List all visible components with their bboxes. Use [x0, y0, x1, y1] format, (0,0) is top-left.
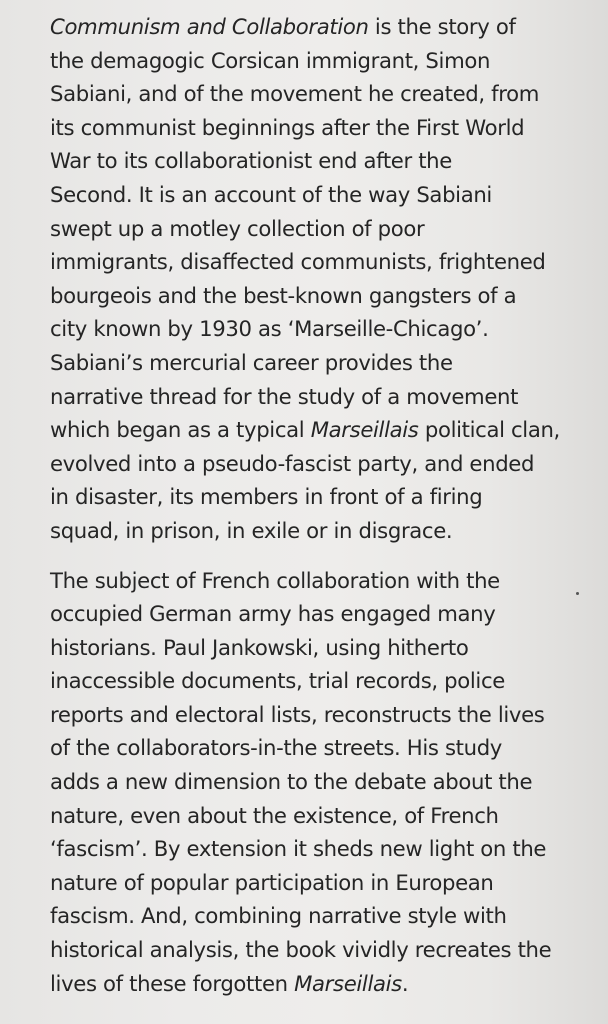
text-line — [50, 799, 570, 833]
text-run: War to its collaborationist end after the — [50, 148, 452, 174]
text-line — [50, 312, 570, 346]
text-run: fascism. And, combining narrative style with — [50, 903, 507, 929]
text-run: is the story of — [368, 14, 516, 39]
text-run: evolved into a pseudo-fascist party, and ended — [50, 450, 535, 476]
text-run: city known by 1930 as ‘Marseille-Chicago’. — [50, 316, 489, 342]
text-run: squad, in prison, in exile or in disgrace. — [50, 517, 453, 543]
text-line — [50, 967, 570, 1001]
text-line — [50, 447, 570, 481]
text-line — [50, 631, 570, 665]
text-line — [50, 514, 570, 548]
italic-text-run: Marseillais — [294, 970, 402, 996]
text-line — [50, 664, 570, 698]
text-run: political clan, — [418, 417, 560, 443]
text-run: in disaster, its members in front of a firing — [50, 484, 483, 510]
text-run: adds a new dimension to the debate about the — [50, 769, 533, 795]
text-line — [50, 698, 570, 732]
text-run: reports and electoral lists, reconstructs the lives — [50, 701, 545, 727]
text-line — [50, 10, 570, 44]
text-line — [50, 245, 570, 279]
text-run: the demagogic Corsican immigrant, Simon — [50, 47, 491, 73]
text-run: lives of these forgotten — [50, 970, 295, 996]
text-line — [50, 731, 570, 765]
text-run: immigrants, disaffected communists, frightened — [50, 249, 546, 275]
text-run: nature, even about the existence, of French — [50, 802, 499, 828]
text-line — [50, 564, 570, 598]
text-run: . — [401, 970, 409, 996]
text-line — [50, 144, 570, 178]
paragraph-2 — [50, 564, 570, 1001]
text-line — [50, 279, 570, 313]
text-line — [50, 178, 570, 212]
text-line — [50, 899, 570, 933]
text-run: Second. It is an account of the way Sabiani — [50, 181, 492, 207]
text-line — [50, 597, 570, 631]
text-line — [50, 480, 570, 514]
text-line — [50, 77, 570, 111]
text-run: Sabiani’s mercurial career provides the — [50, 349, 453, 375]
paragraph-1 — [50, 10, 570, 548]
text-line — [50, 413, 570, 447]
text-line — [50, 111, 570, 145]
text-run: which began as a typical — [50, 417, 311, 443]
text-line — [50, 765, 570, 799]
text-line — [50, 212, 570, 246]
ink-speck — [576, 592, 579, 595]
text-run: nature of popular participation in European — [50, 869, 494, 895]
text-run: inaccessible documents, trial records, police — [50, 668, 505, 694]
blurb-text — [50, 10, 570, 1000]
text-line — [50, 346, 570, 380]
text-run: ‘fascism’. By extension it sheds new light on the — [50, 836, 547, 862]
text-run: of the collaborators-in-the streets. His study — [50, 735, 503, 761]
text-line — [50, 832, 570, 866]
text-run: narrative thread for the study of a movement — [50, 383, 519, 409]
italic-text-run: Communism and Collaboration — [50, 14, 369, 39]
text-run: Sabiani, and of the movement he created, from — [50, 81, 540, 107]
text-run: occupied German army has engaged many — [50, 601, 496, 627]
text-run: swept up a motley collection of poor — [50, 215, 425, 241]
text-line — [50, 44, 570, 78]
text-run: bourgeois and the best-known gangsters of a — [50, 282, 517, 308]
text-run: historical analysis, the book vividly recreates the — [50, 937, 552, 963]
text-run: historians. Paul Jankowski, using hitherto — [50, 634, 469, 660]
italic-text-run: Marseillais — [310, 417, 419, 443]
text-run: The subject of French collaboration with the — [50, 567, 500, 593]
text-line — [50, 380, 570, 414]
text-line — [50, 866, 570, 900]
text-run: its communist beginnings after the First World — [50, 114, 525, 140]
text-line — [50, 933, 570, 967]
